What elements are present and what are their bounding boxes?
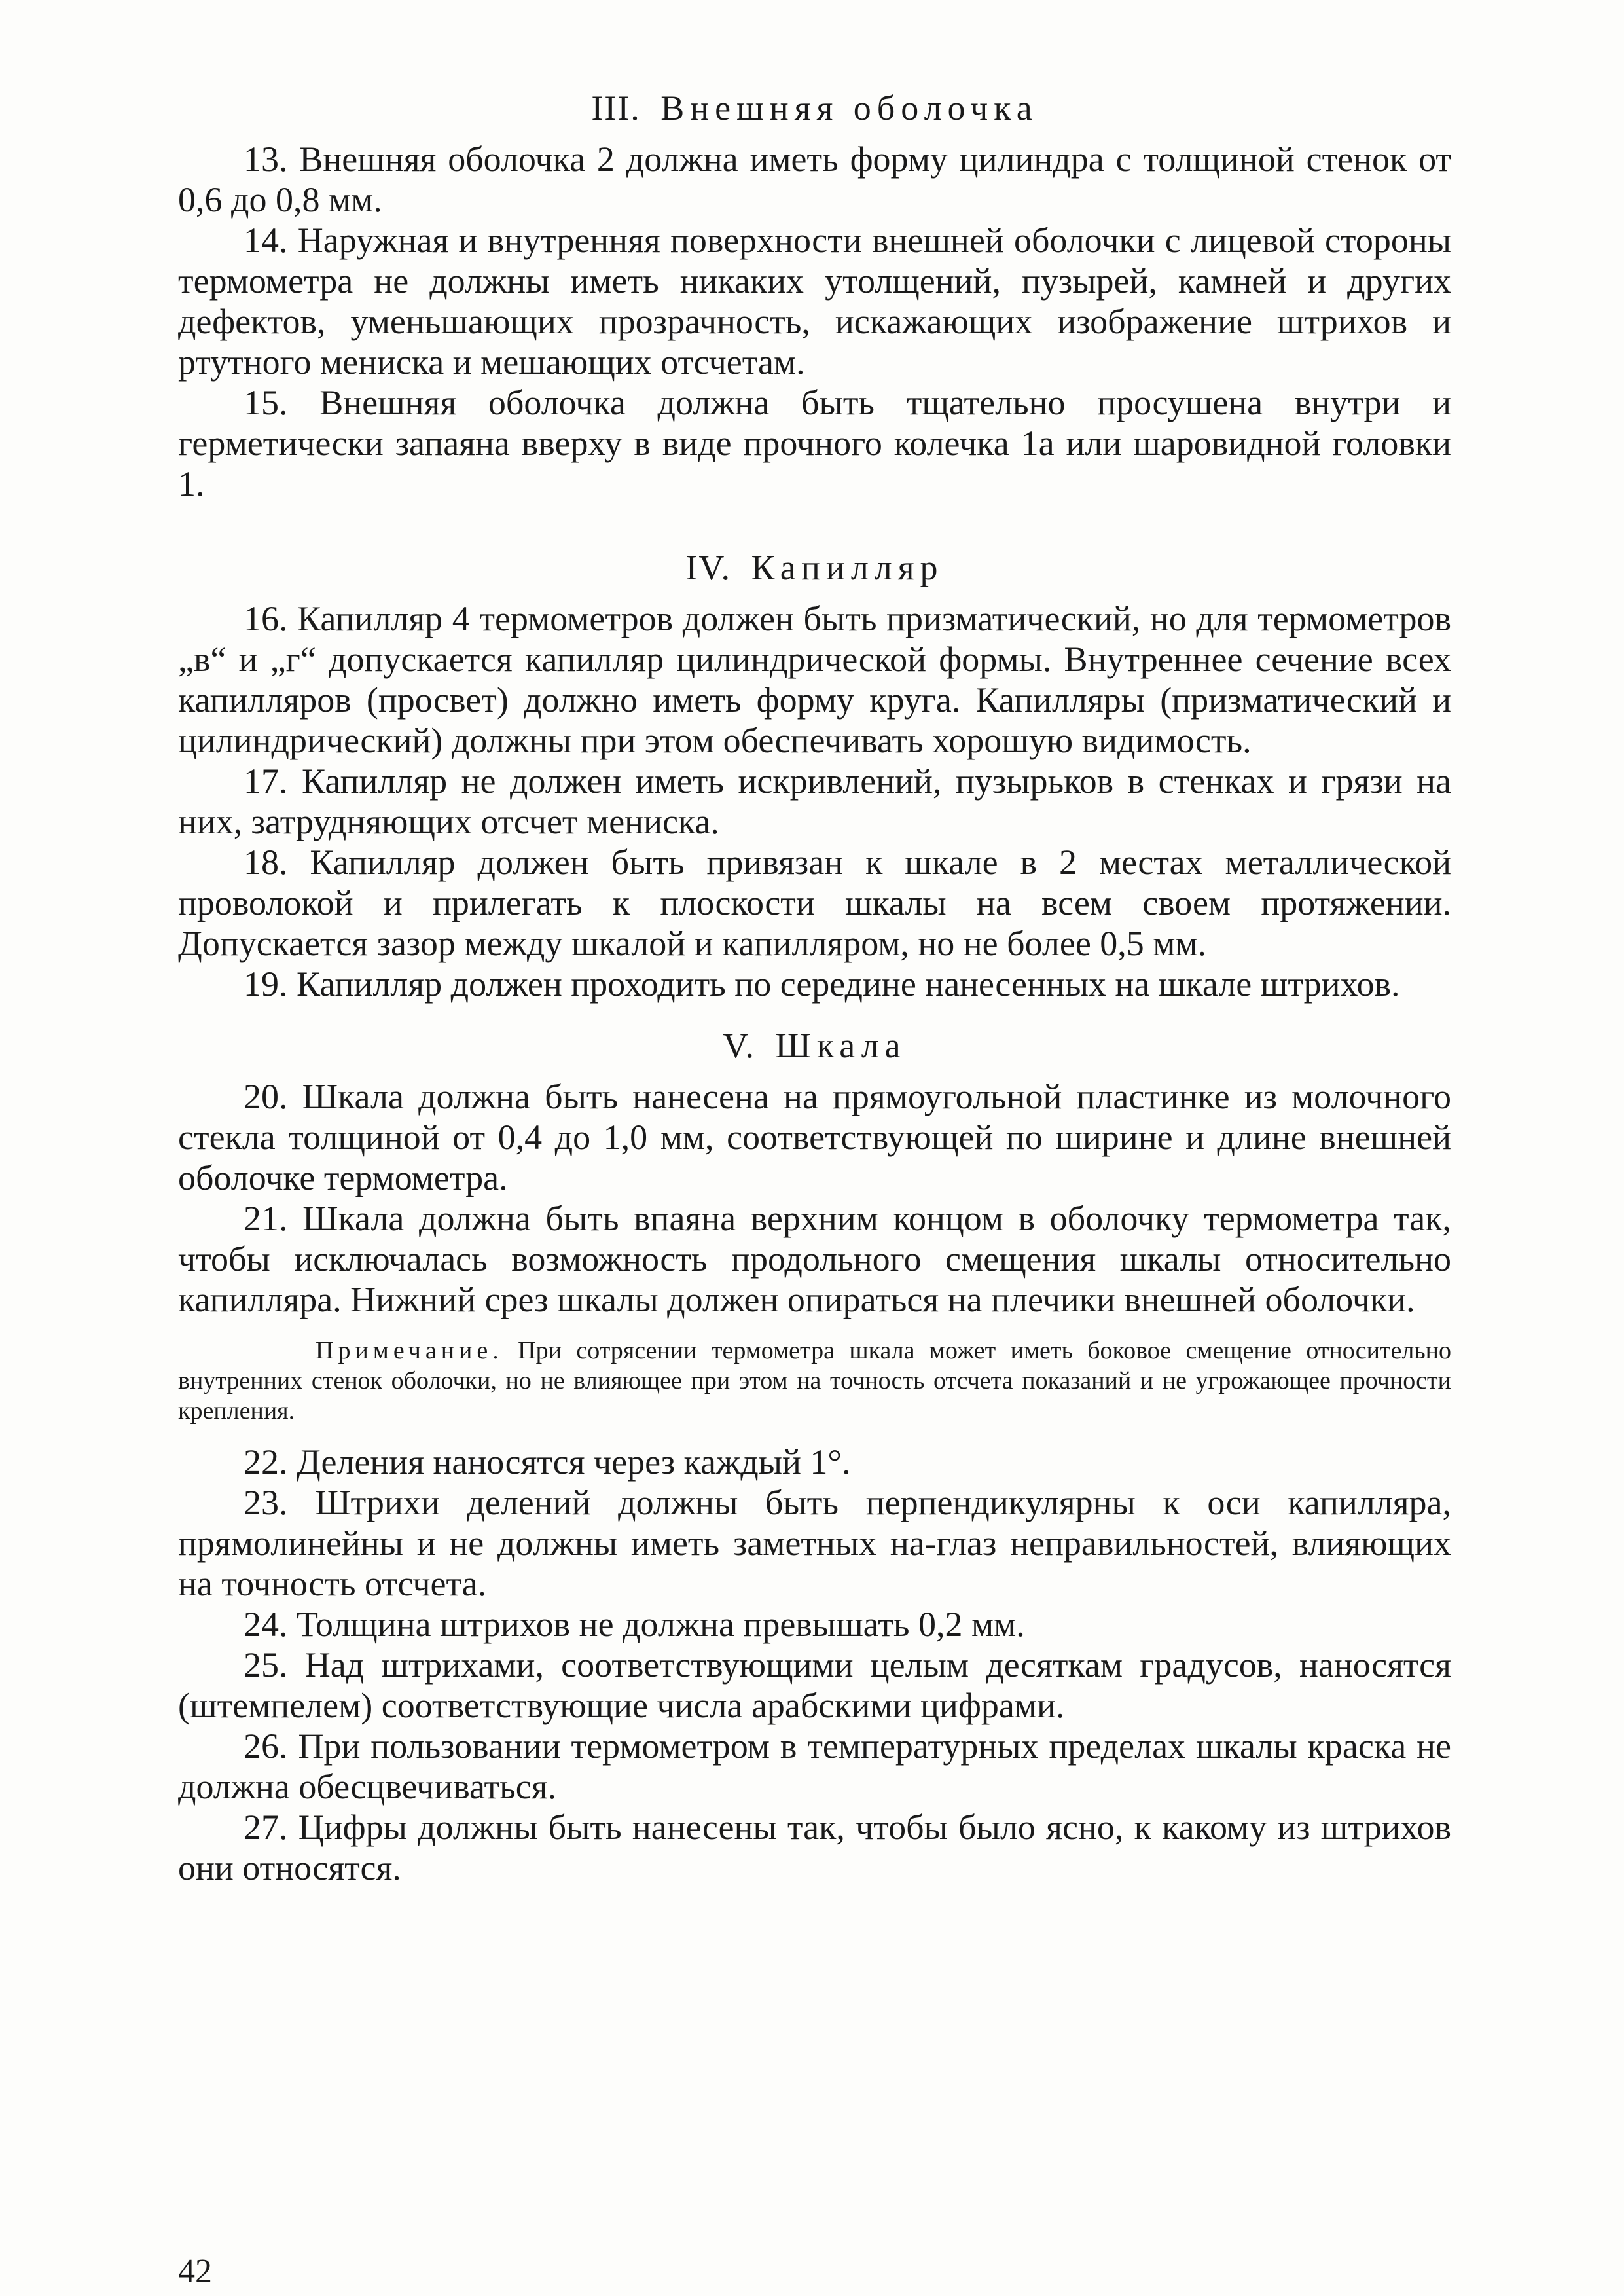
note-label: Примечание. (316, 1337, 503, 1364)
section-number: III. (591, 88, 641, 128)
paragraph-24: 24. Толщина штрихов не должна превышать 0,2 мм. (244, 1605, 1025, 1644)
paragraph-23: 23. Штрихи делений должны быть перпендикулярны к оси капилляра, прямолинейны и не должны иметь заметных на-глаз неправильностей, влияющих на точность отсчета. (178, 1483, 1451, 1603)
paragraph-25: 25. Над штрихами, соответствующими целым десяткам градусов, наносятся (штемпелем) соответствующие числа арабскими цифрами. (178, 1645, 1451, 1725)
page-number: 42 (178, 2253, 212, 2290)
section-title: Внешняя оболочка (660, 88, 1038, 128)
section-heading-iii (178, 85, 1451, 131)
paragraph-15: 15. Внешняя оболочка должна быть тщательно просушена внутри и герметически запаяна вверху в виде прочного колечка 1а или шаровидной головки 1. (178, 383, 1451, 503)
section-title: Капилляр (751, 548, 944, 587)
paragraph-26: 26. При пользовании термометром в температурных пределах шкалы краска не должна обесцвечиваться. (178, 1726, 1451, 1806)
text-block (178, 85, 1451, 1888)
section-heading-v (178, 1023, 1451, 1068)
paragraph-22: 22. Деления наносятся через каждый 1°. (244, 1442, 851, 1482)
section-number: V. (723, 1026, 755, 1065)
paragraph-21: 21. Шкала должна быть впаяна верхним концом в оболочку термометра так, чтобы исключалась возможность продольного смещения шкалы относительно капилляра. Нижний срез шкалы должен опираться на плечики внешней оболочки. (178, 1199, 1451, 1319)
paragraph-17: 17. Капилляр не должен иметь искривлений, пузырьков в стенках и грязи на них, затрудняющих отсчет мениска. (178, 761, 1451, 841)
paragraph-13: 13. Внешняя оболочка 2 должна иметь форму цилиндра с толщиной стенок от 0,6 до 0,8 мм. (178, 139, 1451, 219)
section-heading-iv (178, 545, 1451, 591)
paragraph-14: 14. Наружная и внутренняя поверхности внешней оболочки с лицевой стороны термометра не должны иметь никаких утолщений, пузырей, камней и других дефектов, уменьшающих прозрачность, искажающих изображение штрихов и ртутного мениска и мешающих отсчетам. (178, 221, 1451, 382)
paragraph-16: 16. Капилляр 4 термометров должен быть призматический, но для термометров „в“ и „г“ допускается капилляр цилиндрической формы. Внутреннее сечение всех капилляров (просвет) должно иметь форму круга. Капилляры (призматический и цилиндрический) должны при этом обеспечивать хорошую видимость. (178, 599, 1451, 760)
note (178, 1336, 1451, 1426)
paragraph-19: 19. Капилляр должен проходить по середине нанесенных на шкале штрихов. (244, 964, 1400, 1004)
paragraph-20: 20. Шкала должна быть нанесена на прямоугольной пластинке из молочного стекла толщиной от 0,4 до 1,0 мм, соответствующей по ширине и длине внешней оболочке термометра. (178, 1077, 1451, 1197)
paragraph-27: 27. Цифры должны быть нанесены так, чтобы было ясно, к какому из штрихов они относятся. (178, 1808, 1451, 1887)
section-title: Шкала (775, 1026, 907, 1065)
note-text: При сотрясении термометра шкала может иметь боковое смещение относительно внутренних стенок оболочки, но не влияющее при этом на точность отсчета показаний и не угрожающее прочности крепления. (178, 1337, 1452, 1425)
section-number: IV. (685, 548, 731, 587)
paragraph-18: 18. Капилляр должен быть привязан к шкале в 2 местах металлической проволокой и прилегать к плоскости шкалы на всем своем протяжении. Допускается зазор между шкалой и капилляром, но не более 0,5 мм. (178, 843, 1451, 963)
